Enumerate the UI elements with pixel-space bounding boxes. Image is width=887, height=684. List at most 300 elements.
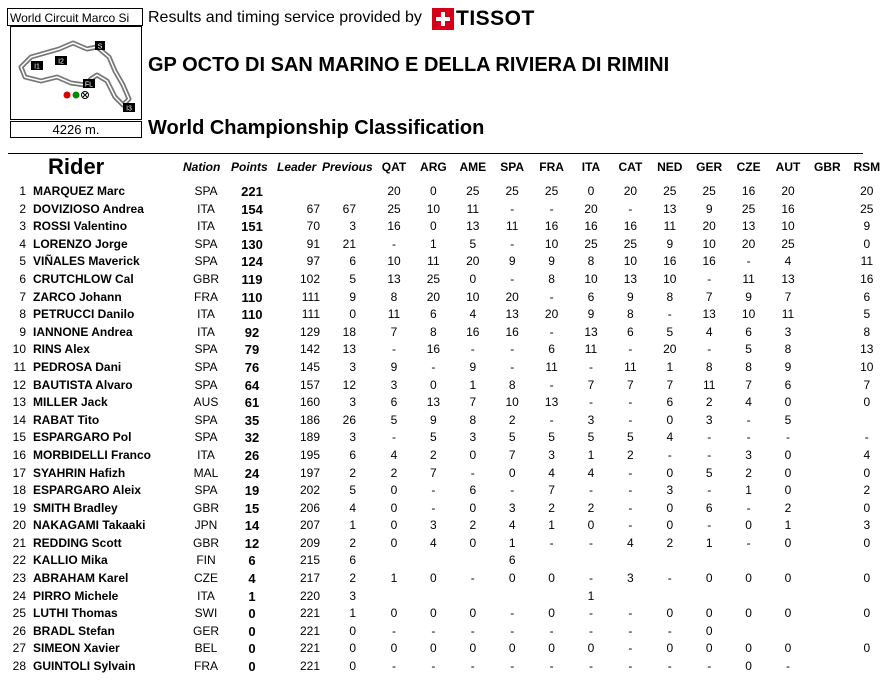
race-points-cell: 0 (863, 465, 871, 480)
rider-nation: SPA (194, 254, 218, 269)
race-points-cell: - (470, 342, 475, 357)
race-points-cell: 1 (587, 447, 595, 462)
column-header-race: QAT (381, 160, 407, 174)
race-points-cell: 10 (663, 271, 677, 286)
rider-points: 24 (244, 465, 260, 481)
race-points-cell: 6 (705, 500, 713, 515)
rider-points: 32 (244, 430, 260, 446)
race-points-cell: - (392, 430, 396, 445)
race-points-cell: 6 (508, 553, 516, 568)
rider-points: 19 (244, 483, 260, 499)
race-points-cell: 3 (784, 324, 792, 339)
race-points-cell: 7 (390, 324, 398, 339)
race-points-cell: - (746, 535, 751, 550)
table-row (0, 236, 871, 254)
rider-leader-gap: 209 (299, 535, 320, 550)
race-points-cell: 3 (627, 571, 634, 586)
rider-leader-gap: 111 (301, 307, 320, 322)
rider-leader-gap: 217 (299, 571, 320, 586)
race-points-cell: 20 (505, 289, 519, 304)
rider-name: CRUTCHLOW Cal (33, 271, 134, 286)
rider-nation: SPA (194, 236, 218, 251)
race-points-cell: 9 (508, 254, 516, 269)
race-points-cell: 6 (863, 289, 871, 304)
race-points-cell: 0 (390, 641, 398, 656)
rider-previous-gap: 0 (349, 307, 356, 322)
race-points-cell: 3 (745, 447, 752, 462)
race-points-cell: 16 (426, 342, 441, 357)
race-points-cell: 11 (584, 342, 598, 357)
rider-name: BAUTISTA Alvaro (33, 377, 133, 392)
race-points-cell: - (510, 342, 515, 357)
race-points-cell: 7 (745, 377, 752, 392)
race-points-cell: - (667, 307, 672, 322)
rider-leader-gap: 215 (299, 553, 320, 568)
rider-previous-gap: 1 (349, 606, 356, 621)
rider-leader-gap: 221 (299, 606, 320, 621)
race-points-cell: 9 (390, 359, 398, 374)
rider-name: PEDROSA Dani (33, 359, 122, 374)
race-points-cell: 4 (390, 447, 398, 462)
race-points-cell: 7 (784, 289, 792, 304)
race-points-cell: 8 (548, 271, 555, 286)
race-points-cell: 0 (863, 236, 871, 251)
race-points-cell: 6 (548, 342, 555, 357)
race-points-cell: - (628, 483, 633, 498)
race-points-cell: 2 (863, 483, 871, 498)
race-points-cell: 8 (430, 324, 437, 339)
race-points-cell: 13 (663, 201, 677, 216)
rider-nation: SPA (194, 359, 218, 374)
race-points-cell: 25 (623, 236, 638, 251)
rider-previous-gap: 5 (349, 271, 356, 286)
race-points-cell: - (746, 430, 751, 445)
race-points-cell: 1 (469, 377, 477, 392)
column-header-race: AME (459, 160, 487, 174)
rider-nation: ITA (197, 447, 215, 462)
rider-nation: SPA (194, 342, 218, 357)
race-points-cell: 9 (666, 236, 674, 251)
column-header-race: ITA (581, 160, 601, 174)
rider-points: 12 (244, 535, 260, 551)
race-points-cell: 1 (587, 588, 595, 603)
rider-nation: SPA (194, 377, 218, 392)
rider-nation: BEL (194, 641, 218, 656)
race-points-cell: 10 (860, 359, 874, 374)
rider-previous-gap: 13 (342, 342, 356, 357)
track-map-icon (11, 27, 141, 119)
rider-name: REDDING Scott (33, 535, 122, 550)
race-points-cell: 0 (469, 535, 477, 550)
rider-previous-gap: 6 (349, 254, 356, 269)
rider-position: 17 (12, 465, 26, 480)
column-header-race: NED (657, 160, 683, 174)
race-points-cell: 0 (390, 518, 398, 533)
race-points-cell: 3 (469, 430, 477, 445)
column-header-race: FRA (539, 160, 564, 174)
race-points-cell: 20 (584, 201, 598, 216)
rider-name: ESPARGARO Pol (33, 430, 132, 445)
race-points-cell: 1 (508, 535, 516, 550)
race-points-cell: 5 (745, 342, 752, 357)
table-row (0, 623, 863, 641)
race-points-cell: 0 (863, 500, 871, 515)
race-points-cell: 25 (544, 184, 559, 198)
race-points-cell: 11 (781, 307, 795, 322)
rider-leader-gap: 129 (299, 324, 320, 339)
race-points-cell: 7 (705, 289, 713, 304)
race-points-cell: 16 (741, 184, 756, 198)
race-points-cell: 6 (666, 395, 674, 410)
race-points-cell: 5 (548, 430, 555, 445)
rider-position: 14 (12, 412, 26, 427)
rider-previous-gap: 67 (342, 201, 356, 216)
race-points-cell: 25 (702, 184, 716, 198)
race-points-cell: 13 (781, 271, 795, 286)
rider-leader-gap: 221 (299, 641, 320, 656)
race-points-cell: - (589, 359, 593, 374)
race-points-cell: 0 (390, 606, 398, 621)
rider-name: PIRRO Michele (33, 588, 119, 603)
race-points-cell: - (549, 412, 554, 427)
rider-points: 15 (244, 500, 260, 516)
race-points-cell: 0 (784, 606, 792, 621)
race-points-cell: 13 (702, 307, 716, 322)
race-points-cell: 5 (666, 324, 674, 339)
race-points-cell: 0 (745, 659, 752, 674)
race-points-cell: 6 (745, 324, 752, 339)
race-points-cell: 0 (508, 571, 516, 586)
race-points-cell: - (667, 447, 672, 462)
race-points-cell: 4 (784, 254, 792, 269)
rider-nation: ITA (197, 324, 215, 339)
rider-position: 23 (12, 571, 26, 586)
race-points-cell: - (746, 254, 751, 269)
race-points-cell: 0 (863, 606, 871, 621)
classification-title: World Championship Classification (148, 117, 485, 139)
race-points-cell: 0 (430, 606, 437, 621)
race-points-cell: - (392, 659, 396, 674)
race-points-cell: 25 (781, 236, 795, 251)
rider-name: RINS Alex (33, 342, 90, 357)
rider-previous-gap: 3 (349, 219, 356, 234)
rider-position: 2 (19, 201, 26, 216)
race-points-cell: - (667, 623, 672, 638)
column-header-race: GBR (814, 160, 841, 174)
table-row (0, 289, 871, 307)
race-points-cell: 0 (469, 641, 477, 656)
rider-position: 22 (12, 553, 26, 568)
rider-position: 11 (13, 359, 26, 374)
rider-leader-gap: 145 (299, 359, 320, 374)
race-points-cell: - (628, 342, 633, 357)
rider-points: 6 (248, 553, 256, 569)
race-points-cell: 5 (430, 430, 437, 445)
race-points-cell: 4 (666, 430, 674, 445)
race-points-cell: 16 (544, 219, 559, 234)
rider-position: 26 (12, 623, 26, 638)
race-points-cell: 13 (426, 395, 441, 410)
rider-nation: SPA (194, 184, 218, 198)
race-points-cell: - (786, 430, 790, 445)
race-points-cell: 0 (548, 641, 555, 656)
rider-name: MILLER Jack (33, 395, 108, 410)
race-points-cell: 3 (666, 483, 674, 498)
race-points-cell: 13 (466, 219, 480, 234)
race-points-cell: 9 (587, 307, 595, 322)
race-points-cell: 11 (742, 271, 755, 286)
race-points-cell: 0 (469, 271, 477, 286)
rider-position: 7 (19, 289, 26, 304)
rider-name: SYAHRIN Hafizh (33, 465, 126, 480)
race-points-cell: 13 (505, 307, 519, 322)
race-points-cell: 0 (666, 518, 674, 533)
race-points-cell: 0 (666, 412, 674, 427)
race-points-cell: 20 (663, 342, 677, 357)
track-map (10, 26, 142, 120)
race-points-cell: 10 (781, 219, 795, 234)
race-points-cell: 9 (863, 219, 871, 234)
table-row (0, 465, 871, 483)
race-points-cell: 16 (781, 201, 795, 216)
table-row (0, 412, 863, 430)
race-points-cell: 0 (548, 571, 555, 586)
rider-points: 64 (244, 377, 260, 393)
rider-position: 18 (12, 483, 26, 498)
race-points-cell: 0 (666, 641, 674, 656)
rider-position: 21 (12, 535, 26, 550)
race-points-cell: - (470, 623, 475, 638)
race-points-cell: - (510, 659, 515, 674)
race-points-cell: 0 (430, 184, 437, 198)
race-points-cell: - (707, 271, 712, 286)
race-points-cell: 0 (469, 447, 477, 462)
rider-name: SIMEON Xavier (33, 641, 120, 656)
rider-nation: GBR (192, 271, 219, 286)
rider-position: 4 (19, 236, 26, 251)
rider-previous-gap: 4 (349, 500, 356, 515)
rider-points: 151 (241, 219, 263, 235)
table-row (0, 570, 871, 588)
race-points-cell: 0 (666, 500, 674, 515)
table-row (0, 218, 871, 236)
table-row (0, 500, 871, 518)
race-points-cell: 5 (587, 430, 595, 445)
race-points-cell: - (392, 623, 396, 638)
rider-position: 19 (12, 500, 26, 515)
rider-previous-gap: 9 (349, 289, 356, 304)
race-points-cell: 8 (863, 324, 871, 339)
rider-nation: SPA (194, 430, 218, 445)
race-points-cell: 4 (627, 535, 634, 550)
race-points-cell: 16 (702, 254, 716, 269)
race-points-cell: - (589, 659, 593, 674)
race-points-cell: 1 (548, 518, 555, 533)
table-row (0, 394, 871, 412)
race-points-cell: 25 (505, 184, 519, 198)
race-points-cell: 0 (666, 465, 674, 480)
race-points-cell: 3 (863, 518, 871, 533)
race-points-cell: 10 (505, 395, 519, 410)
race-points-cell: 25 (466, 184, 480, 198)
race-points-cell: 20 (466, 254, 480, 269)
race-points-cell: 0 (587, 184, 595, 198)
rider-nation: SPA (194, 483, 218, 498)
race-points-cell: - (549, 377, 554, 392)
race-points-cell: 5 (784, 412, 792, 427)
race-points-cell: - (589, 483, 593, 498)
race-points-cell: 2 (430, 447, 437, 462)
table-row (0, 605, 871, 623)
tissot-cross-icon (432, 8, 454, 30)
timing-service-text: Results and timing service provided by (148, 9, 422, 26)
rider-points: 76 (244, 359, 260, 375)
race-points-cell: 9 (430, 412, 437, 427)
column-header-nation: Nation (183, 160, 221, 174)
rider-position: 15 (12, 430, 26, 445)
race-points-cell: 0 (430, 641, 437, 656)
rider-points: 79 (244, 342, 260, 358)
rider-name: LORENZO Jorge (33, 236, 128, 251)
race-points-cell: 4 (548, 465, 555, 480)
tissot-logo (432, 8, 535, 30)
race-points-cell: 5 (627, 430, 634, 445)
race-points-cell: 0 (784, 571, 792, 586)
race-points-cell: 25 (387, 201, 401, 216)
race-points-cell: 8 (390, 289, 398, 304)
race-points-cell: 11 (702, 377, 716, 392)
race-points-cell: 0 (705, 571, 713, 586)
race-points-cell: 6 (587, 289, 595, 304)
rider-nation: GBR (192, 535, 219, 550)
race-points-cell: 0 (469, 606, 477, 621)
rider-leader-gap: 67 (306, 201, 320, 216)
race-points-cell: 0 (745, 518, 752, 533)
rider-leader-gap: 220 (299, 588, 320, 603)
rider-nation: ITA (197, 219, 215, 234)
rider-position: 3 (19, 219, 26, 234)
rider-position: 27 (12, 641, 26, 656)
rider-nation: SWI (194, 606, 218, 621)
svg-text:FL: FL (84, 81, 94, 89)
svg-text:S: S (97, 43, 103, 51)
rider-leader-gap: 142 (299, 342, 320, 357)
race-points-cell: 1 (784, 518, 792, 533)
race-points-cell: 1 (666, 359, 674, 374)
race-points-cell: - (628, 659, 633, 674)
race-points-cell: 5 (705, 465, 713, 480)
table-row (0, 183, 874, 201)
rider-previous-gap: 1 (349, 518, 356, 533)
race-points-cell: 4 (430, 535, 437, 550)
race-points-cell: - (707, 659, 712, 674)
rider-leader-gap: 91 (306, 236, 320, 251)
svg-text:I3: I3 (126, 105, 132, 113)
column-header-race: GER (696, 160, 723, 174)
rider-nation: CZE (194, 571, 218, 586)
table-row (0, 429, 869, 447)
rider-leader-gap: 70 (306, 219, 320, 234)
rider-points: 4 (248, 571, 256, 587)
race-points-cell: 2 (390, 465, 398, 480)
race-points-cell: - (549, 623, 554, 638)
rider-previous-gap: 3 (349, 395, 356, 410)
rider-name: ESPARGARO Aleix (33, 483, 142, 498)
race-points-cell: 0 (390, 535, 398, 550)
rider-name: KALLIO Mika (33, 553, 108, 568)
race-points-cell: - (549, 535, 554, 550)
rider-points: 61 (244, 395, 260, 411)
rider-previous-gap: 2 (349, 571, 356, 586)
rider-name: ABRAHAM Karel (33, 571, 129, 586)
race-points-cell: - (628, 395, 633, 410)
race-points-cell: 9 (745, 289, 752, 304)
rider-previous-gap: 3 (349, 588, 356, 603)
race-points-cell: - (628, 465, 633, 480)
race-points-cell: 10 (466, 289, 480, 304)
race-points-cell: 25 (860, 201, 874, 216)
rider-points: 119 (241, 271, 263, 287)
rider-previous-gap: 2 (349, 465, 356, 480)
race-points-cell: 9 (705, 201, 713, 216)
race-points-cell: - (549, 659, 554, 674)
rider-previous-gap: 6 (349, 553, 356, 568)
race-points-cell: 16 (663, 254, 677, 269)
race-points-cell: 4 (745, 395, 752, 410)
rider-leader-gap: 195 (299, 447, 320, 462)
race-points-cell: - (786, 659, 790, 674)
race-points-cell: 0 (469, 500, 477, 515)
race-points-cell: 0 (508, 465, 516, 480)
race-points-cell: 8 (666, 289, 674, 304)
race-points-cell: 10 (584, 271, 598, 286)
race-points-cell: - (707, 430, 712, 445)
rider-nation: MAL (193, 465, 219, 480)
rider-points: 0 (248, 641, 256, 657)
race-points-cell: 0 (430, 219, 437, 234)
rider-leader-gap: 186 (299, 412, 320, 427)
race-points-cell: 1 (390, 571, 398, 586)
race-points-cell: 3 (390, 377, 398, 392)
rider-nation: ITA (197, 307, 215, 322)
race-points-cell: 8 (705, 359, 713, 374)
rider-previous-gap: 0 (349, 623, 356, 638)
column-header-race: ARG (420, 160, 447, 174)
race-points-cell: 4 (705, 324, 713, 339)
rider-position: 25 (12, 606, 26, 621)
race-points-cell: 11 (505, 219, 519, 234)
rider-nation: FRA (194, 289, 218, 304)
rider-name: RABAT Tito (33, 412, 100, 427)
rider-leader-gap: 221 (299, 659, 320, 674)
rider-points: 35 (244, 412, 260, 428)
race-points-cell: 0 (745, 641, 752, 656)
rider-nation: GER (192, 623, 219, 638)
rider-previous-gap: 6 (349, 447, 356, 462)
race-points-cell: 7 (548, 483, 555, 498)
race-points-cell: 0 (390, 483, 398, 498)
rider-leader-gap: 102 (299, 271, 320, 286)
race-points-cell: - (707, 518, 712, 533)
race-points-cell: 0 (390, 500, 398, 515)
rider-name: DOVIZIOSO Andrea (33, 201, 144, 216)
rider-name: GUINTOLI Sylvain (33, 659, 136, 674)
rider-position: 10 (12, 342, 26, 357)
table-row (0, 447, 871, 465)
race-points-cell: 13 (860, 342, 874, 357)
race-points-cell: - (431, 623, 436, 638)
rider-position: 8 (19, 307, 26, 322)
